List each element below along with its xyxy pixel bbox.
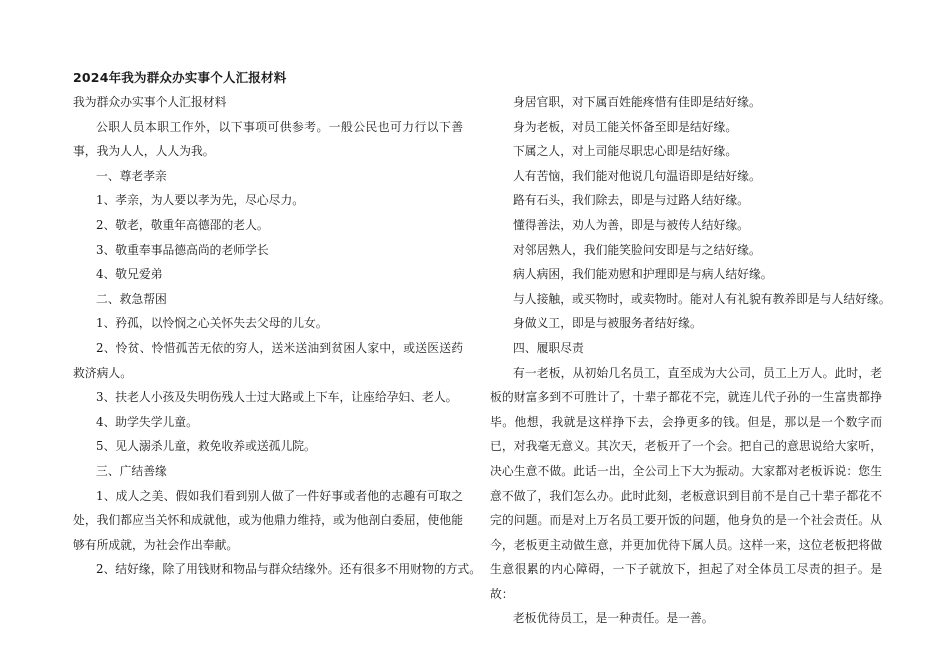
list-item: 3、敬重奉事品德高尚的老师学长 bbox=[96, 242, 269, 257]
section-heading-4: 四、履职尽责 bbox=[513, 340, 584, 355]
list-item: 身居官职，对下属百姓能疼惜有佳即是结好缘。 bbox=[513, 95, 761, 109]
right-column bbox=[490, 90, 891, 631]
list-item: 3、扶老人小孩及失明伤残人士过大路或上下车，让座给孕妇、老人。 bbox=[96, 390, 458, 405]
list-item: 下属之人，对上司能尽职忠心即是结好缘。 bbox=[513, 144, 738, 159]
subtitle: 我为群众办实事个人汇报材料 bbox=[73, 95, 227, 109]
list-item: 病人病困，我们能劝慰和护理即是与病人结好缘。 bbox=[513, 267, 773, 282]
list-item: 4、敬兄爱弟 bbox=[96, 267, 163, 282]
list-item: 对邻居熟人，我们能笑脸问安即是与之结好缘。 bbox=[513, 242, 761, 257]
list-item: 4、助学失学儿童。 bbox=[96, 414, 198, 429]
left-column bbox=[73, 90, 482, 582]
list-item: 2、结好缘，除了用钱财和物品与群众结缘外。还有很多不用财物的方式。 bbox=[96, 562, 482, 577]
list-item: 懂得善法，劝人为善，即是与被传人结好缘。 bbox=[513, 217, 749, 232]
list-item: 5、见人溺杀儿童，救免收养或送孤儿院。 bbox=[96, 439, 316, 454]
document-title: 2024年我为群众办实事个人汇报材料 bbox=[73, 70, 287, 85]
list-item: 身为老板，对员工能关怀备至即是结好缘。 bbox=[513, 119, 738, 134]
list-item: 身做义工，即是与被服务者结好缘。 bbox=[513, 316, 702, 331]
list-item: 2、怜贫、怜惜孤苦无依的穷人，送米送油到贫困人家中，或送医送药救济病人。 bbox=[73, 340, 463, 380]
closing-line: 老板优待员工，是一种责任。是一善。 bbox=[513, 611, 714, 626]
list-item: 与人接触，或买物时，或卖物时。能对人有礼貌有教养即是与人结好缘。 bbox=[513, 291, 891, 306]
list-item: 人有苦恼，我们能对他说几句温语即是结好缘。 bbox=[513, 168, 761, 183]
list-item: 1、矜孤，以怜悯之心关怀失去父母的儿女。 bbox=[96, 316, 328, 331]
list-item: 1、成人之美、假如我们看到别人做了一件好事或者他的志趣有可取之处，我们都应当关怀和成就他，或为他鼎力维持，或为他剖白委屈，使他能够有所成就，为社会作出奉献。 bbox=[73, 488, 463, 552]
section-heading-3: 三、广结善缘 bbox=[96, 463, 167, 478]
list-item: 2、敬老，敬重年高德邵的老人。 bbox=[96, 217, 269, 232]
section-heading-1: 一、尊老孝亲 bbox=[96, 168, 167, 183]
intro-paragraph: 公职人员本职工作外，以下事项可供参考。一般公民也可力行以下善事，我为人人，人人为我。 bbox=[73, 119, 463, 159]
list-item: 1、孝亲，为人要以孝为先，尽心尽力。 bbox=[96, 193, 305, 208]
section-heading-2: 二、救急帮困 bbox=[96, 291, 167, 306]
story-paragraph: 有一老板，从初始几名员工，直至成为大公司，员工上万人。此时，老板的财富多到不可胜计了，十辈子都花不完，就连儿代子孙的一生富贵都挣毕。他想，我就是这样挣下去，会挣更多的钱。但是，那以是一个数字而已，对我毫无意义。其次天，老板开了一个会。把自己的意思说给大家听，决心生意不做。此话一出，全公司上下大为振动。大家都对老板诉说：您生意不做了，我们怎么办。此时此刻，老板意识到目前不是自己十辈子都花不完的问题。而是对上万名员工要开饭的问题，他身负的是一个社会责任。从今，老板更主动做生意，并更加优待下属人员。这样一来，这位老板把将做生意很累的内心障碍，一下子就放下，担起了对全体员工尽责的担子。是故： bbox=[490, 365, 882, 601]
list-item: 路有石头，我们除去，即是与过路人结好缘。 bbox=[513, 193, 749, 208]
